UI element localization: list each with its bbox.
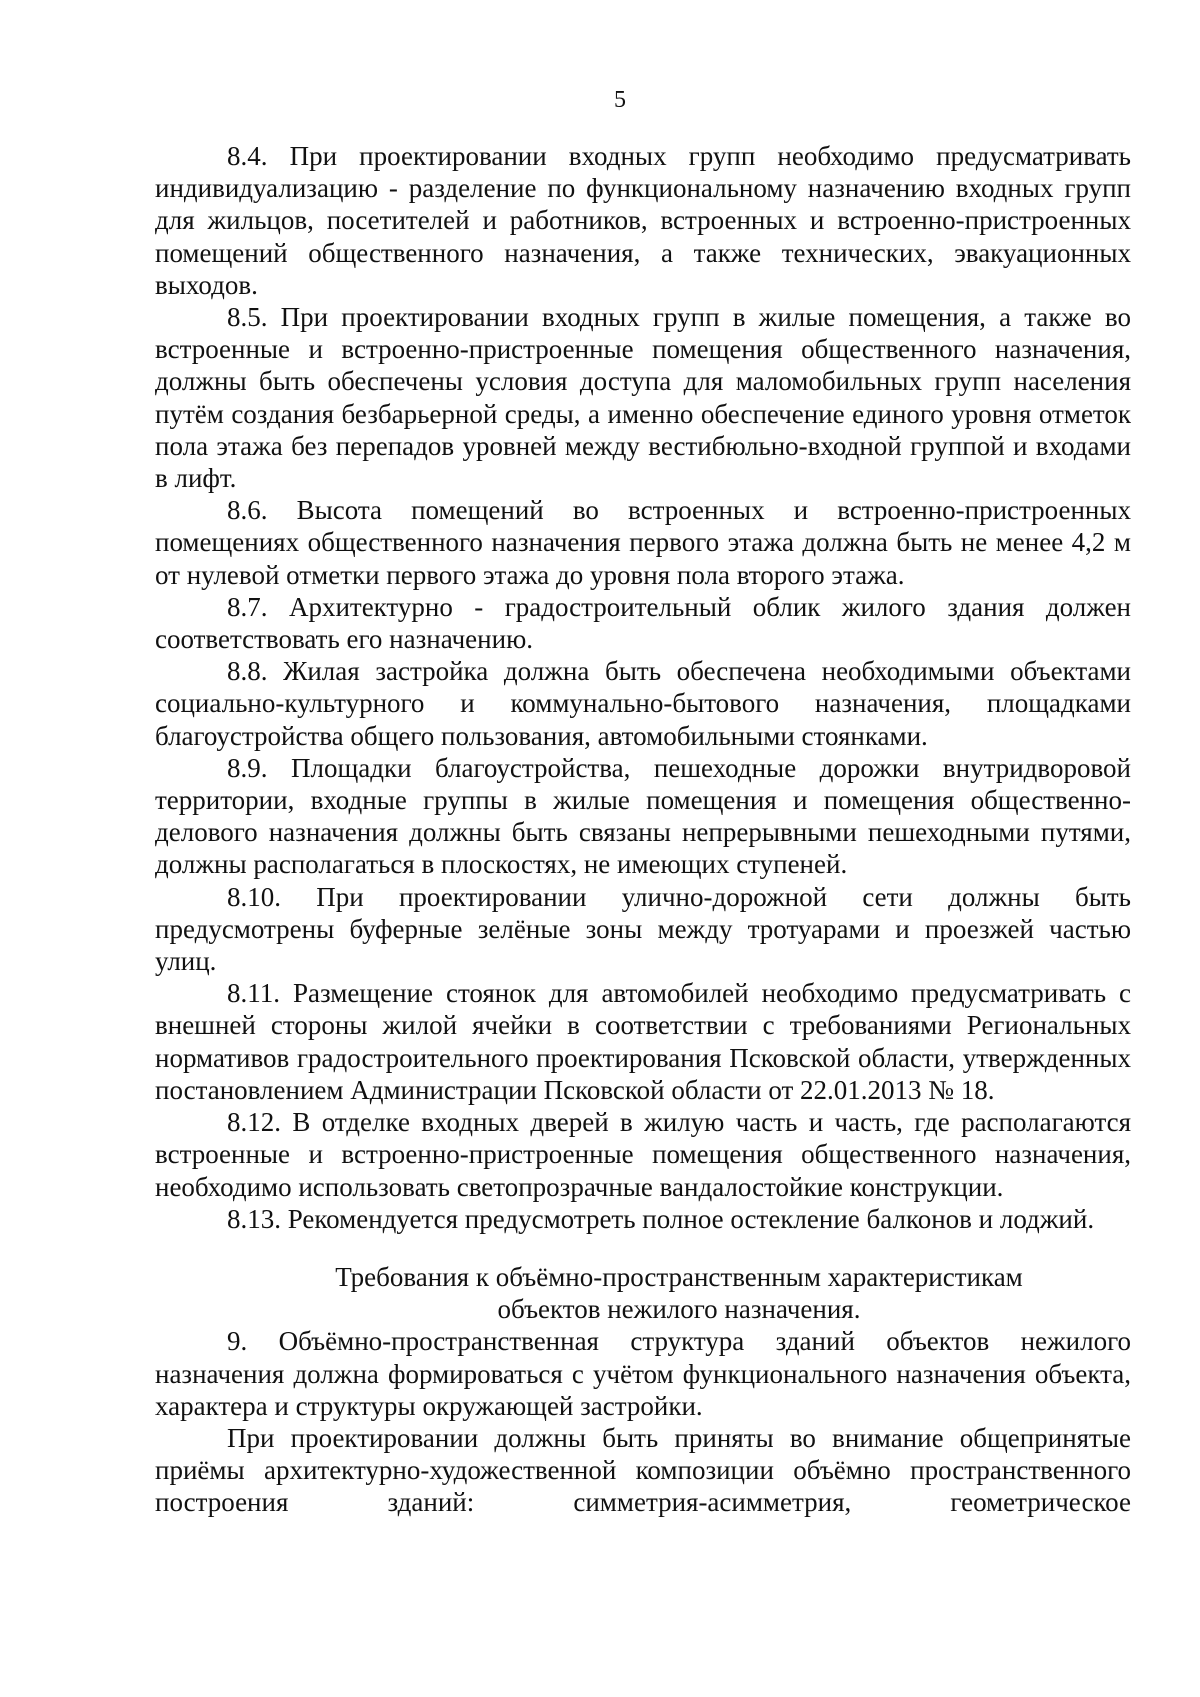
paragraph-9-continued: При проектировании должны быть приняты во внимание общепринятые приёмы архитектурно-художественной композиции объёмно пространственного построения зданий: симметрия-асимметрия, геометрическое xyxy=(155,1422,1131,1518)
paragraph-8-7: 8.7. Архитектурно - градостроительный облик жилого здания должен соответствовать его назначению. xyxy=(155,591,1131,655)
paragraph-8-6: 8.6. Высота помещений во встроенных и встроенно-пристроенных помещениях общественного назначения первого этажа должна быть не менее 4,2 м от нулевой отметки первого этажа до уровня пола второго этажа. xyxy=(155,495,1131,590)
paragraph-9: 9. Объёмно-пространственная структура зданий объектов нежилого назначения должна формироваться с учётом функционального назначения объекта, характера и структуры окружающей застройки. xyxy=(155,1326,1131,1421)
paragraph-8-5: 8.5. При проектировании входных групп в жилые помещения, а также во встроенные и встроенно-пристроенные помещения общественного назначения, должны быть обеспечены условия доступа для маломобильных групп населения путём создания безбарьерной среды, а именно обеспечение единого уровня отметок пола этажа без перепадов уровней между вестибюльно-входной группой и входами в лифт. xyxy=(155,302,1131,494)
section-heading-line-1: Требования к объёмно-пространственным характеристикам xyxy=(335,1261,1023,1292)
paragraph-8-4: 8.4. При проектировании входных групп необходимо предусматривать индивидуализацию - разделение по функциональному назначению входных групп для жильцов, посетителей и работников, встроенных и встроенно-пристроенных помещений общественного назначения, а также технических, эвакуационных выходов. xyxy=(155,141,1131,300)
paragraph-8-10: 8.10. При проектировании улично-дорожной сети должны быть предусмотрены буферные зелёные зоны между тротуарами и проезжей частью улиц. xyxy=(155,881,1131,977)
paragraph-8-12: 8.12. В отделке входных дверей в жилую часть и часть, где располагаются встроенные и встроенно-пристроенные помещения общественного назначения, необходимо использовать светопрозрачные вандалостойкие конструкции. xyxy=(155,1107,1131,1202)
paragraph-8-11: 8.11. Размещение стоянок для автомобилей необходимо предусматривать с внешней стороны жилой ячейки в соответствии с требованиями Региональных нормативов градостроительного проектирования Псковской области, утвержденных постановлением Администрации Псковской области от 22.01.2013 № 18. xyxy=(155,978,1131,1105)
paragraph-8-9: 8.9. Площадки благоустройства, пешеходные дорожки внутридворовой территории, входные группы в жилые помещения и помещения общественно-делового назначения должны быть связаны непрерывными пешеходными путями, должны располагаться в плоскостях, не имеющих ступеней. xyxy=(155,752,1131,880)
page-number: 5 xyxy=(614,87,626,113)
section-heading xyxy=(155,1261,1131,1325)
document-body xyxy=(155,140,1131,1519)
paragraph-8-8: 8.8. Жилая застройка должна быть обеспечена необходимыми объектами социально-культурного и коммунально-бытового назначения, площадками благоустройства общего пользования, автомобильными стоянками. xyxy=(155,656,1131,751)
section-heading-line-2: объектов нежилого назначения. xyxy=(497,1294,861,1325)
paragraph-8-13: 8.13. Рекомендуется предусмотреть полное остекление балконов и лоджий. xyxy=(227,1203,1095,1234)
